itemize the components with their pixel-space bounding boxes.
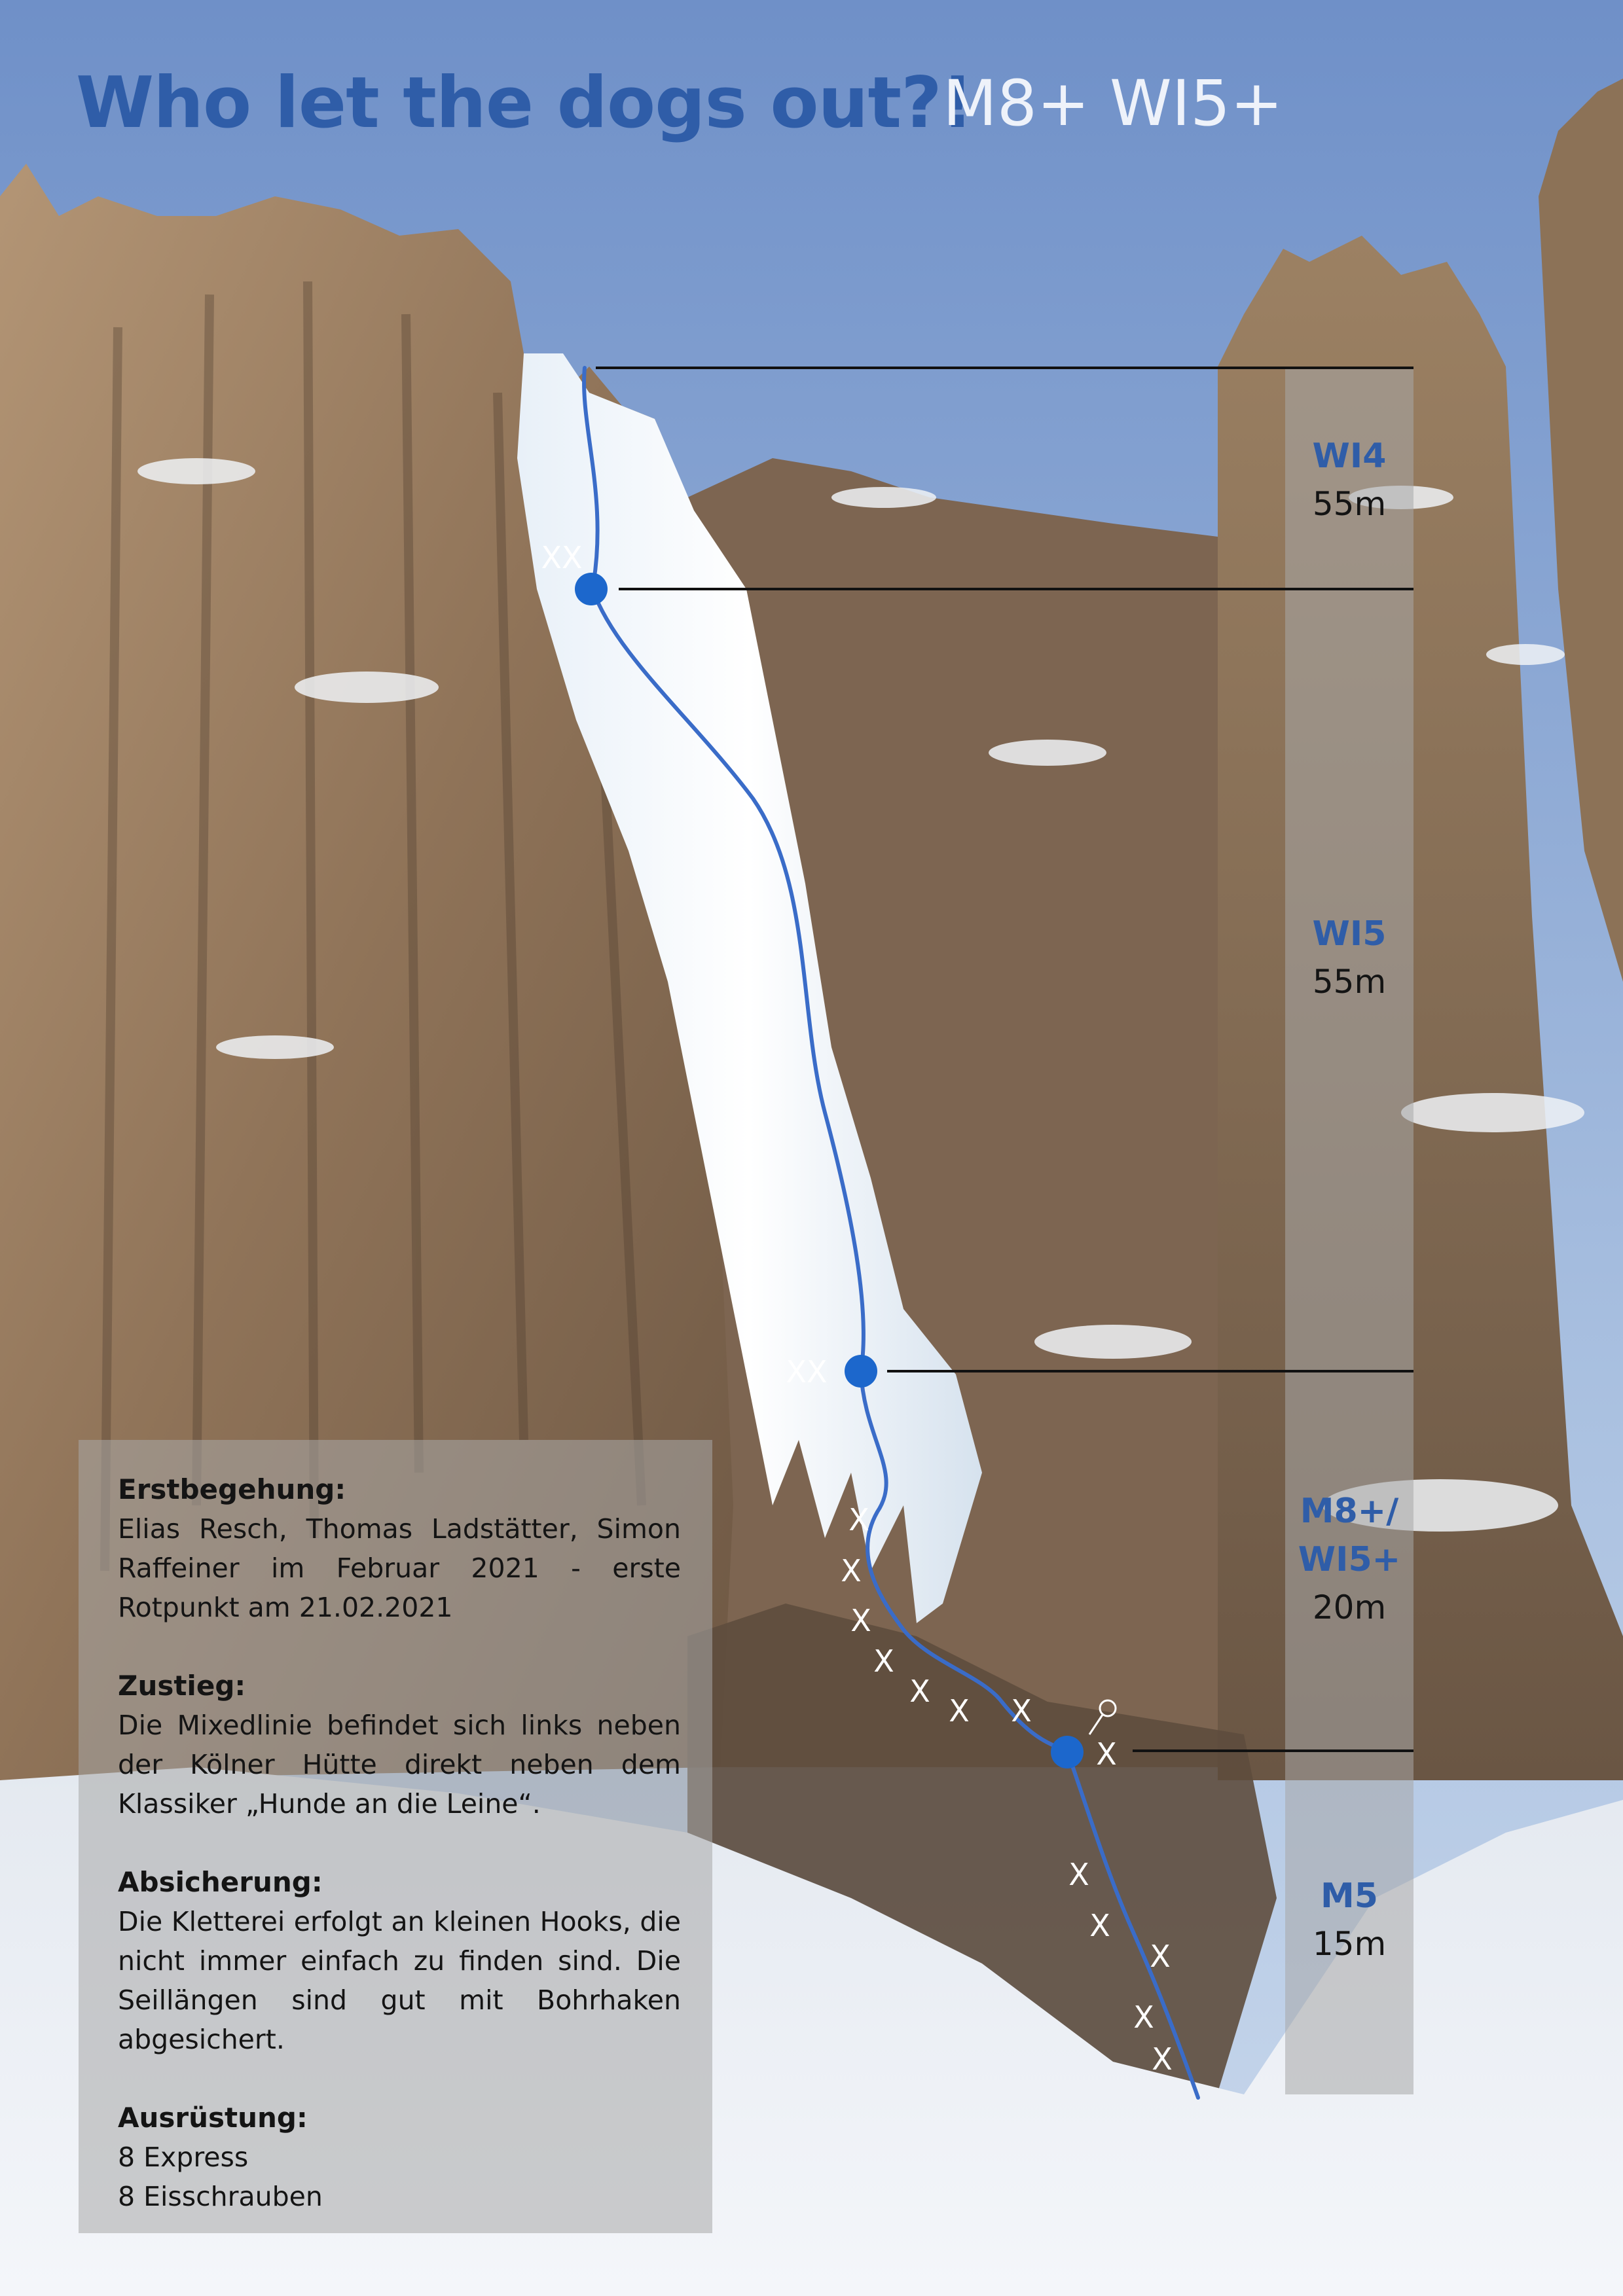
gear-list (118, 2138, 681, 2216)
pitch-grade: M5 (1321, 1876, 1378, 1916)
pitch-1 (1285, 432, 1413, 528)
approach-text: Die Mixedlinie befindet sich links neben der Kölner Hütte direkt neben dem Klassiker „Hunde an die Leine“. (118, 1710, 681, 1820)
grade-column (1285, 367, 1413, 2094)
bolt-mark: X (1011, 1693, 1032, 1729)
anchor-mark: XX (541, 540, 583, 575)
pitch-length: 20m (1312, 1588, 1387, 1626)
belay-station (575, 573, 608, 605)
bolt-mark: X (1150, 1939, 1171, 1974)
bolt-mark: X (1133, 2000, 1154, 2035)
gear-item: 8 Eisschrauben (118, 2181, 323, 2212)
bolt-mark: X (1089, 1908, 1110, 1943)
belay-station (1051, 1736, 1084, 1768)
pitch-length: 55m (1312, 485, 1387, 523)
bolt-mark: X (949, 1693, 970, 1729)
bolt-mark: X (1068, 1857, 1089, 1892)
bolt-mark: X (1096, 1736, 1117, 1772)
route-info-box (79, 1440, 712, 2233)
pitch-grade: WI5 (1312, 914, 1387, 954)
first-ascent-heading: Erstbegehung: (118, 1473, 346, 1505)
approach-heading: Zustieg: (118, 1670, 246, 1702)
bolt-mark: X (841, 1553, 862, 1588)
protection-heading: Absicherung: (118, 1866, 323, 1898)
bolt-mark: X (848, 1502, 869, 1537)
pitch-grade: WI4 (1312, 437, 1387, 476)
protection-text: Die Kletterei erfolgt an kleinen Hooks, die nicht immer einfach zu finden sind. Die Seillängen sind gut mit Bohrhaken abgesichert. (118, 1906, 681, 2055)
gear-heading: Ausrüstung: (118, 2102, 308, 2134)
gear-item: 8 Express (118, 2142, 249, 2173)
route-grade: M8+ WI5+ (943, 67, 1283, 140)
pitch-grade: M8+/ WI5+ (1298, 1492, 1401, 1579)
pitch-2 (1285, 910, 1413, 1005)
pitch-length: 15m (1312, 1925, 1387, 1963)
bolt-mark: X (909, 1674, 930, 1709)
pitch-length: 55m (1312, 963, 1387, 1001)
anchor-mark: XX (786, 1354, 828, 1390)
route-title: Who let the dogs out?! (76, 62, 973, 144)
bolt-mark: X (873, 1643, 894, 1679)
belay-station (845, 1355, 877, 1388)
first-ascent-text: Elias Resch, Thomas Ladstätter, Simon Raffeiner im Februar 2021 - erste Rotpunkt am 21.02.2021 (118, 1513, 681, 1623)
pitch-4 (1285, 1872, 1413, 1967)
pitch-3 (1285, 1487, 1413, 1631)
bolt-mark: X (850, 1603, 871, 1638)
bolt-mark: X (1152, 2041, 1173, 2077)
